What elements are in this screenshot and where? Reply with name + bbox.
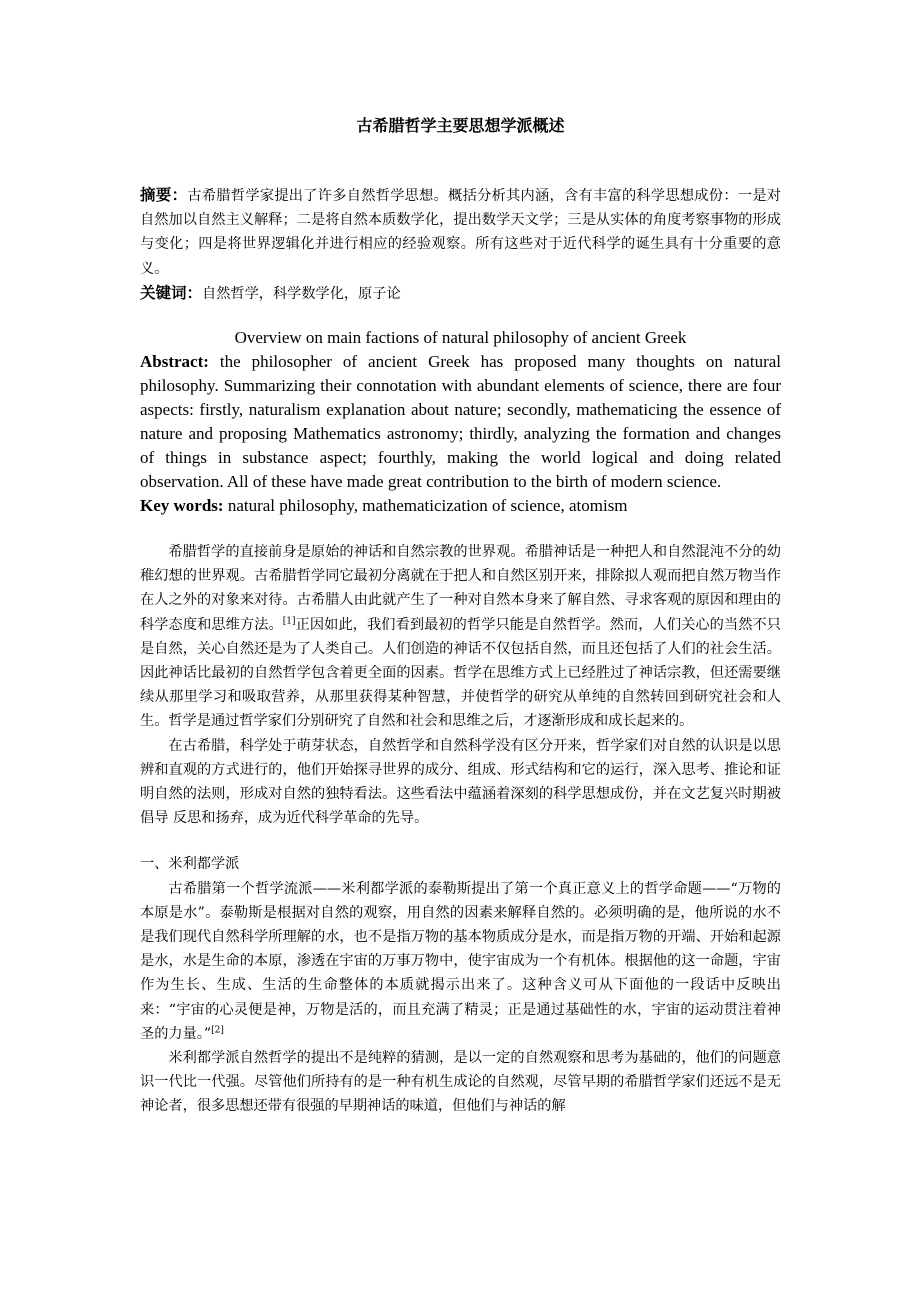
abstract-en-text: the philosopher of ancient Greek has proposed many thoughts on natural philosophy. Summarizing their connotation with abundant elements of science, there are four aspects: firstly, naturalism explanation about nature; secondly, mathematicing the essence of nature and proposing Mathematics astronomy; thirdly, analyzing the formation and changes of things in substance aspect; fourthly, making the world logical and doing related observation. All of these have made great contribution to the birth of modern science. [140, 352, 781, 492]
keywords-en-label: Key words: [140, 496, 224, 516]
english-title: Overview on main factions of natural philosophy of ancient Greek [234, 328, 687, 348]
keywords-en [140, 494, 781, 518]
abstract-en-label: Abstract: [140, 352, 209, 372]
section-1-paragraph-2: 米利都学派自然哲学的提出不是纯粹的猜测，是以一定的自然观察和思考为基础的，他们的问题意识一代比一代强。尽管他们所持有的是一种有机生成论的自然观，尽管早期的希腊哲学家们还远不是无神论者，很多思想还带有很强的早期神话的味道，但他们与神话的解 [140, 1050, 781, 1115]
intro-paragraph-1-text-b: 正因如此，我们看到最初的哲学只能是自然哲学。然而，人们关心的当然不只是自然，关心自然还是为了人类自己。人们创造的神话不仅包括自然，而且还包括了人们的社会生活。因此神话比最初的自然哲学包含着更全面的因素。哲学在思维方式上已经胜过了神话宗教，但还需要继续从那里学习和吸取营养，从那里获得某种智慧，并使哲学的研究从单纯的自然转回到研究社会和人生。哲学是通过哲学家们分别研究了自然和社会和思维之后，才逐渐形成和成长起来的。 [140, 616, 781, 730]
section-1-paragraph-1-text: 古希腊第一个哲学流派——米利都学派的泰勒斯提出了第一个真正意义上的哲学命题——“万物的本原是水”。泰勒斯是根据对自然的观察，用自然的因素来解释自然的。必须明确的是，他所说的水不是我们现代自然科学所理解的水，也不是指万物的基本物质成分是水，而是指万物的开端、开始和起源是水，水是生命的本原，渗透在宇宙的万事万物中，使宇宙成为一个有机体。根据他的这一命题，宇宙作为生长、生成、生活的生命整体的本质就揭示出来了。这种含义可从下面他的一段话中反映出来：“宇宙的心灵便是神，万物是活的，而且充满了精灵；正是通过基础性的水，宇宙的运动贯注着神圣的力量。” [140, 880, 781, 1042]
citation-2[interactable]: [2] [211, 1025, 224, 1036]
intro-paragraph-2: 在古希腊，科学处于萌芽状态，自然哲学和自然科学没有区分开来，哲学家们对自然的认识是以思辨和直观的方式进行的，他们开始探寻世界的成分、组成、形式结构和它的运行，深入思考、推论和证明自然的法则，形成对自然的独特看法。这些看法中蕴涵着深刻的科学思想成份，并在文艺复兴时期被倡导 反思和扬弃，成为近代科学革命的先导。 [140, 737, 781, 827]
keywords-cn [140, 281, 781, 306]
keywords-cn-text: 自然哲学，科学数学化，原子论 [202, 285, 401, 302]
section-1-paragraph-1 [140, 877, 781, 1046]
keywords-en-text: natural philosophy, mathematicization of science, atomism [223, 496, 628, 516]
page-title: 古希腊哲学主要思想学派概述 [356, 116, 565, 135]
abstract-cn-text: 古希腊哲学家提出了许多自然哲学思想。概括分析其内涵，含有丰富的科学思想成份：一是对自然加以自然主义解释；二是将自然本质数学化，提出数学天文学；三是从实体的角度考察事物的形成与变化；四是将世界逻辑化并进行相应的经验观察。所有这些对于近代科学的诞生具有十分重要的意义。 [140, 188, 781, 277]
document-body [140, 112, 781, 1119]
intro-paragraph-1 [140, 540, 781, 734]
keywords-cn-label: 关键词： [140, 283, 203, 302]
abstract-cn [140, 183, 781, 281]
section-1-heading: 一、米利都学派 [140, 856, 240, 873]
abstract-cn-label: 摘要： [140, 186, 188, 204]
citation-1[interactable]: [1] [282, 615, 296, 626]
abstract-en [140, 350, 781, 494]
intro-paragraph-1-text-a: 希腊哲学的直接前身是原始的神话和自然宗教的世界观。希腊神话是一种把人和自然混沌不分的幼稚幻想的世界观。古希腊哲学同它最初分离就在于把人和自然区别开来，排除拟人观而把自然万物当作在人之外的对象来对待。古希腊人由此就产生了一种对自然本身来了解自然、寻求客观的原因和理由的科学态度和思维方法。 [140, 544, 781, 633]
